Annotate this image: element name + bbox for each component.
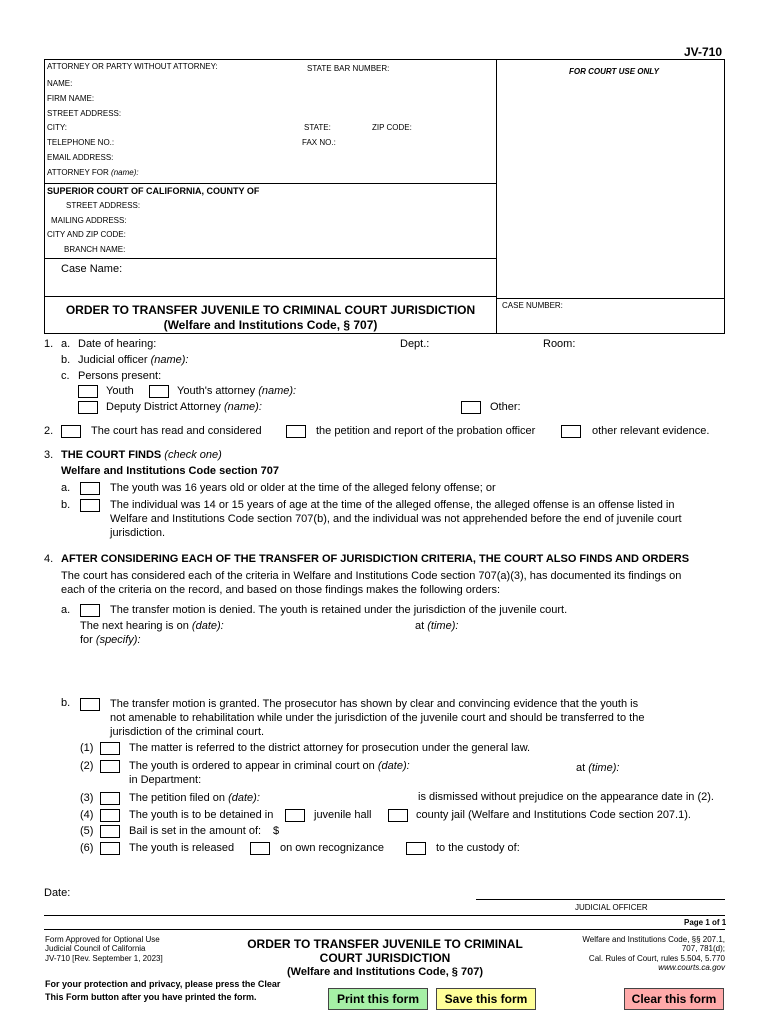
next-hearing-text: The next hearing is on: [80, 620, 189, 632]
dda-text: Deputy District Attorney: [106, 401, 221, 413]
sub5-num: (5): [80, 825, 94, 837]
item3-num: 3.: [44, 449, 54, 461]
bail-currency: $: [273, 825, 280, 837]
court-use-label: FOR COURT USE ONLY: [569, 67, 659, 76]
at-time: (time):: [427, 620, 459, 632]
custody-of-label: to the custody of:: [436, 842, 520, 854]
attorney-for-name: (name):: [111, 168, 139, 177]
case-name-label: Case Name:: [61, 263, 123, 275]
footer-title-line3: (Welfare and Institutions Code, § 707): [287, 966, 483, 978]
judicial-officer-text: Judicial officer: [78, 354, 148, 366]
next-hearing-label: [80, 620, 224, 632]
juvenile-hall-checkbox[interactable]: [285, 809, 305, 822]
probation-report-label: the petition and report of the probation officer: [316, 425, 536, 437]
fax-label: FAX NO.:: [302, 138, 336, 147]
ordered-at-text: at: [576, 762, 586, 774]
ordered-appear-date: (date):: [377, 760, 410, 772]
attorney-for-label: [47, 168, 139, 177]
petition-filed-date: (date):: [228, 792, 260, 804]
city-label: CITY:: [47, 123, 68, 132]
case-number-label: CASE NUMBER:: [502, 301, 563, 310]
judicial-officer-name: (name):: [150, 354, 189, 366]
item2-num: 2.: [44, 425, 54, 437]
next-hearing-time-label: [415, 620, 458, 632]
referred-da-text: The matter is referred to the district attorney for prosecution under the general law.: [129, 742, 531, 754]
age-14-15-line1: The individual was 14 or 15 years of age at the time of the alleged offense, the alleged offense is an offense listed in: [110, 499, 675, 511]
youth-label: Youth: [106, 385, 134, 397]
transfer-denied-checkbox[interactable]: [80, 604, 100, 617]
youth-attorney-name: (name):: [258, 385, 297, 397]
transfer-granted-line2: not amenable to rehabilitation while under the jurisdiction of the juvenile court and should be transferred to the: [110, 712, 645, 724]
petition-filed-label: [129, 792, 260, 804]
dda-label: [106, 401, 262, 413]
court-label: SUPERIOR COURT OF CALIFORNIA, COUNTY OF: [47, 186, 260, 196]
dept-label: Dept.:: [400, 338, 430, 350]
referred-da-checkbox[interactable]: [100, 742, 120, 755]
footer-authority-3: Cal. Rules of Court, rules 5.504, 5.770: [588, 954, 725, 963]
judicial-officer-label: JUDICIAL OFFICER: [575, 903, 648, 912]
age-16-checkbox[interactable]: [80, 482, 100, 495]
ordered-appear-checkbox[interactable]: [100, 760, 120, 773]
check-one-text: (check one): [164, 449, 222, 461]
other-label: Other:: [490, 401, 521, 413]
city-zip-label: CITY AND ZIP CODE:: [47, 230, 126, 239]
print-form-button[interactable]: Print this form: [328, 988, 428, 1010]
ordered-at-time: (time):: [588, 762, 620, 774]
sub3-num: (3): [80, 792, 94, 804]
court-use-box: [496, 59, 725, 299]
street-label: STREET ADDRESS:: [47, 109, 122, 118]
dda-checkbox[interactable]: [78, 401, 98, 414]
email-label: EMAIL ADDRESS:: [47, 153, 114, 162]
item3-a-letter: a.: [61, 482, 71, 494]
own-recognizance-label: on own recognizance: [280, 842, 384, 854]
youth-attorney-label: [177, 385, 296, 397]
detained-checkbox[interactable]: [100, 809, 120, 822]
court-finds-text: THE COURT FINDS: [61, 449, 162, 461]
item1-a-letter: a.: [61, 338, 71, 350]
age-14-15-line2: Welfare and Institutions Code section 707(b), and the individual was not apprehended before the end of juvenile court: [110, 513, 682, 525]
footer-rule-top: [44, 915, 725, 916]
footer-authority-2: 707, 781(d);: [681, 944, 725, 953]
clear-form-button[interactable]: Clear this form: [624, 988, 724, 1010]
in-department-label: in Department:: [129, 774, 202, 786]
other-checkbox[interactable]: [461, 401, 481, 414]
title-line2: (Welfare and Institutions Code, § 707): [163, 318, 378, 332]
released-checkbox[interactable]: [100, 842, 120, 855]
state-label: STATE:: [304, 123, 331, 132]
for-specify-label: [80, 634, 141, 646]
other-evidence-label: other relevant evidence.: [592, 425, 710, 437]
item1-num: 1.: [44, 338, 54, 350]
petition-filed-text: The petition filed on: [129, 792, 226, 804]
item1-c-letter: c.: [61, 370, 70, 382]
county-jail-checkbox[interactable]: [388, 809, 408, 822]
petition-dismissed-checkbox[interactable]: [100, 792, 120, 805]
judicial-council: Judicial Council of California: [45, 944, 146, 953]
item1-b-letter: b.: [61, 354, 71, 366]
sub6-num: (6): [80, 842, 94, 854]
footer-authority-1: Welfare and Institutions Code, §§ 207.1,: [582, 935, 725, 944]
item4-b-letter: b.: [61, 697, 71, 709]
bail-checkbox[interactable]: [100, 825, 120, 838]
at-text: at: [415, 620, 425, 632]
item4-num: 4.: [44, 553, 54, 565]
other-evidence-checkbox[interactable]: [561, 425, 581, 438]
detained-text: The youth is to be detained in: [129, 809, 274, 821]
persons-present-label: Persons present:: [78, 370, 162, 382]
attorney-label: ATTORNEY OR PARTY WITHOUT ATTORNEY:: [47, 62, 218, 71]
item4-heading: AFTER CONSIDERING EACH OF THE TRANSFER OF JURISDICTION CRITERIA, THE COURT ALSO FINDS AND ORDERS: [61, 553, 690, 565]
page-number: Page 1 of 1: [684, 918, 727, 927]
mailing-label: MAILING ADDRESS:: [51, 216, 127, 225]
branch-label: BRANCH NAME:: [64, 245, 126, 254]
sub1-num: (1): [80, 742, 94, 754]
age-16-text: The youth was 16 years old or older at the time of the alleged felony offense; or: [110, 482, 496, 494]
privacy-line1: For your protection and privacy, please press the Clear: [45, 979, 281, 989]
phone-label: TELEPHONE NO.:: [47, 138, 115, 147]
ordered-appear-time: [576, 762, 619, 774]
privacy-line2: This Form button after you have printed the form.: [45, 992, 257, 1002]
save-form-button[interactable]: Save this form: [436, 988, 536, 1010]
attorney-for-text: ATTORNEY FOR: [47, 168, 109, 177]
youth-checkbox[interactable]: [78, 385, 98, 398]
for-specify: (specify):: [95, 634, 141, 646]
form-id: JV-710: [684, 45, 723, 59]
custody-of-checkbox[interactable]: [406, 842, 426, 855]
next-hearing-date: (date):: [191, 620, 224, 632]
item4-intro-line1: The court has considered each of the criteria in Welfare and Institutions Code section 707(a)(3), has documented its findings on: [61, 570, 682, 582]
state-bar-label: STATE BAR NUMBER:: [307, 64, 390, 73]
youth-attorney-text: Youth's attorney: [177, 385, 256, 397]
judicial-officer-label: [78, 354, 188, 366]
transfer-granted-line3: jurisdiction of the criminal court.: [110, 726, 265, 738]
read-considered-label: The court has read and considered: [91, 425, 262, 437]
transfer-granted-line1: The transfer motion is granted. The prosecutor has shown by clear and convincing evidence that the youth is: [110, 698, 639, 710]
attorney-box: [44, 59, 497, 184]
form-approved: Form Approved for Optional Use: [45, 935, 160, 944]
own-recognizance-checkbox[interactable]: [250, 842, 270, 855]
dda-name: (name):: [224, 401, 262, 413]
firm-label: FIRM NAME:: [47, 94, 95, 103]
room-label: Room:: [543, 338, 576, 350]
court-street-label: STREET ADDRESS:: [66, 201, 141, 210]
ordered-appear-text: [129, 760, 410, 772]
transfer-granted-checkbox[interactable]: [80, 698, 100, 711]
sub2-num: (2): [80, 760, 94, 772]
footer-website: www.courts.ca.gov: [658, 963, 725, 972]
released-text: The youth is released: [129, 842, 235, 854]
hearing-date-label: Date of hearing:: [78, 338, 157, 350]
title-line1: ORDER TO TRANSFER JUVENILE TO CRIMINAL COURT JURISDICTION: [65, 303, 476, 317]
signature-line: [476, 899, 725, 900]
sub4-num: (4): [80, 809, 94, 821]
juvenile-hall-label: juvenile hall: [314, 809, 372, 821]
age-14-15-checkbox[interactable]: [80, 499, 100, 512]
for-text: for: [80, 634, 93, 646]
form-revision: JV-710 [Rev. September 1, 2023]: [45, 954, 163, 963]
read-considered-checkbox[interactable]: [61, 425, 81, 438]
item4-a-letter: a.: [61, 604, 71, 616]
name-label: NAME:: [47, 79, 73, 88]
item4-intro-line2: each of the criteria on the record, and based on those findings makes the following orders:: [61, 584, 501, 596]
date-label: Date:: [44, 887, 71, 899]
age-14-15-line3: jurisdiction.: [110, 527, 166, 539]
petition-dismissed-text: is dismissed without prejudice on the appearance date in (2).: [418, 791, 714, 803]
youth-attorney-checkbox[interactable]: [149, 385, 169, 398]
county-jail-label: county jail (Welfare and Institutions Code section 207.1).: [416, 809, 691, 821]
footer-title-line2: COURT JURISDICTION: [319, 951, 451, 965]
bail-text: Bail is set in the amount of:: [129, 825, 262, 837]
footer-rule: [44, 929, 725, 930]
transfer-denied-text: The transfer motion is denied. The youth is retained under the jurisdiction of the juvenile court.: [110, 604, 568, 616]
court-finds-heading: [61, 449, 222, 461]
probation-report-checkbox[interactable]: [286, 425, 306, 438]
zip-label: ZIP CODE:: [372, 123, 412, 132]
item3-b-letter: b.: [61, 499, 71, 511]
wic-707-subheading: Welfare and Institutions Code section 707: [61, 465, 280, 477]
ordered-appear-label: The youth is ordered to appear in criminal court on: [129, 760, 375, 772]
footer-title-line1: ORDER TO TRANSFER JUVENILE TO CRIMINAL: [247, 937, 523, 951]
